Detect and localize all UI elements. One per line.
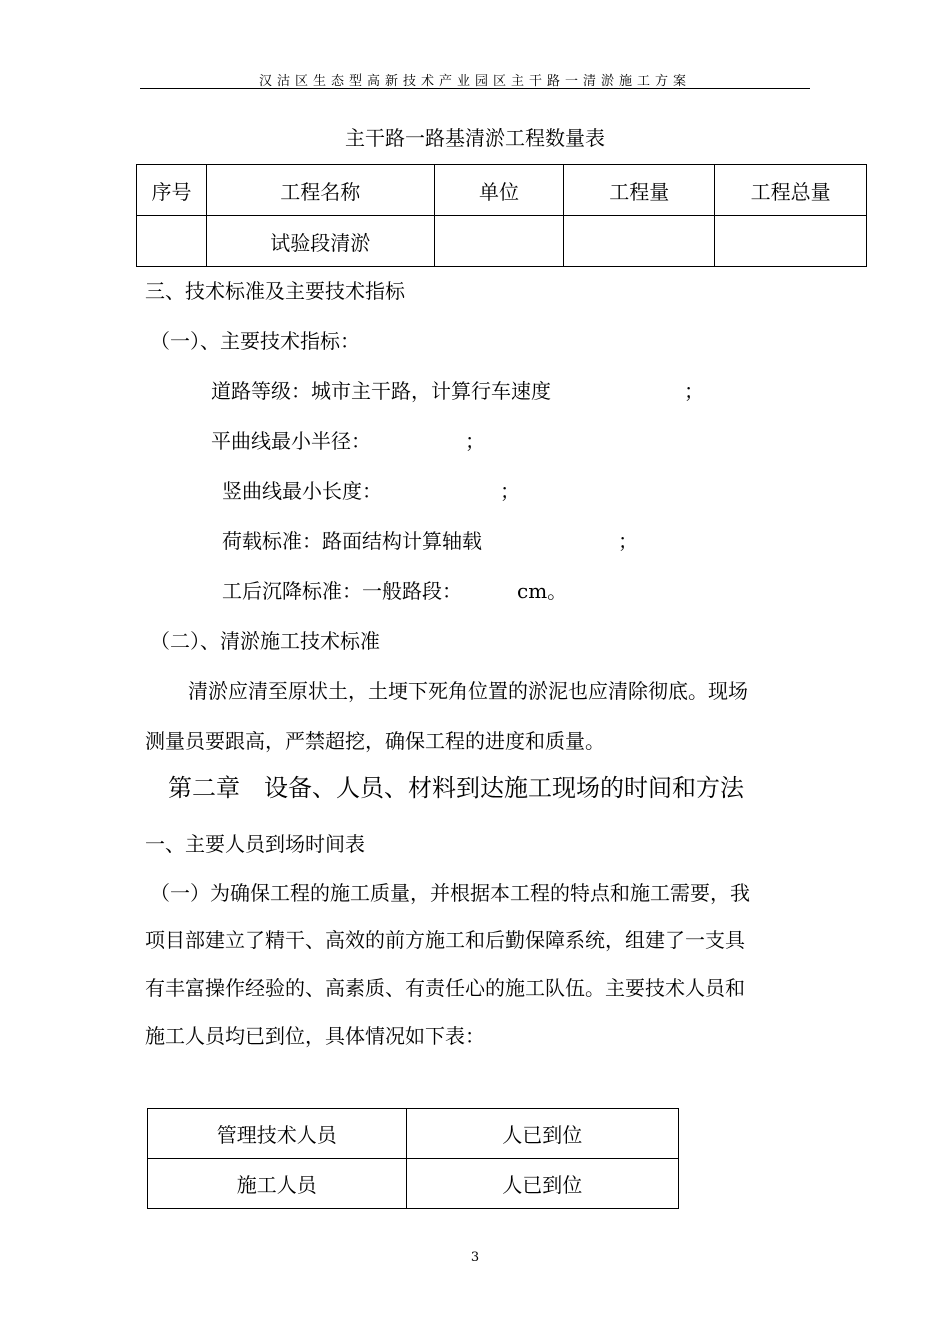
page-header: 汉沽区生态型高新技术产业园区主干路一清淤施工方案 <box>258 74 691 89</box>
spec-item-end: ； <box>618 529 638 553</box>
table-cell: 管理技术人员 <box>148 1109 407 1159</box>
spec-item-end: cm。 <box>517 579 568 603</box>
paragraph-line: 项目部建立了精干、高效的前方施工和后勤保障系统，组建了一支具 <box>145 928 745 952</box>
column-header: 工程量 <box>564 165 715 216</box>
paragraph-line: 有丰富操作经验的、高素质、有责任心的施工队伍。主要技术人员和 <box>145 976 745 1000</box>
page-number: 3 <box>470 1250 480 1265</box>
table-cell <box>137 216 207 267</box>
spec-item-label: 荷载标准：路面结构计算轴载 <box>222 529 482 553</box>
table-cell: 人已到位 <box>406 1159 679 1209</box>
quantity-table <box>136 164 867 267</box>
paragraph-line: 清淤应清至原状土，土埂下死角位置的淤泥也应清除彻底。现场 <box>188 679 748 703</box>
paragraph-line: 测量员要跟高，严禁超挖，确保工程的进度和质量。 <box>145 729 605 753</box>
spec-item-label: 道路等级：城市主干路，计算行车速度 <box>211 379 551 403</box>
section-heading: 一、主要人员到场时间表 <box>145 832 365 856</box>
spec-item-label: 平曲线最小半径： <box>211 429 371 453</box>
spec-item-end: ； <box>684 379 704 403</box>
subsection-heading: （一）、主要技术指标： <box>150 329 360 353</box>
staff-table <box>147 1108 679 1209</box>
column-header: 工程名称 <box>206 165 434 216</box>
header-rule <box>140 88 810 89</box>
table-row <box>148 1159 679 1209</box>
column-header: 工程总量 <box>715 165 867 216</box>
paragraph-line: 施工人员均已到位，具体情况如下表： <box>145 1024 485 1048</box>
spec-item-end: ； <box>500 479 520 503</box>
table-cell <box>564 216 715 267</box>
chapter-title: 第二章 设备、人员、材料到达施工现场的时间和方法 <box>168 774 744 802</box>
table-cell: 试验段清淤 <box>206 216 434 267</box>
table-cell: 施工人员 <box>148 1159 407 1209</box>
subsection-heading: （二）、清淤施工技术标准 <box>150 629 380 653</box>
table-cell <box>434 216 564 267</box>
spec-item-label: 竖曲线最小长度： <box>222 479 382 503</box>
paragraph-line: （一）为确保工程的施工质量，并根据本工程的特点和施工需要，我 <box>150 881 750 905</box>
column-header: 单位 <box>434 165 564 216</box>
table-row <box>148 1109 679 1159</box>
table-title: 主干路一路基清淤工程数量表 <box>345 126 605 150</box>
section-heading: 三、技术标准及主要技术指标 <box>145 279 405 303</box>
spec-item-label: 工后沉降标准：一般路段： <box>222 579 462 603</box>
column-header: 序号 <box>137 165 207 216</box>
table-cell <box>715 216 867 267</box>
table-cell: 人已到位 <box>406 1109 679 1159</box>
spec-item-end: ； <box>465 429 485 453</box>
table-row <box>137 216 867 267</box>
table-header-row <box>137 165 867 216</box>
